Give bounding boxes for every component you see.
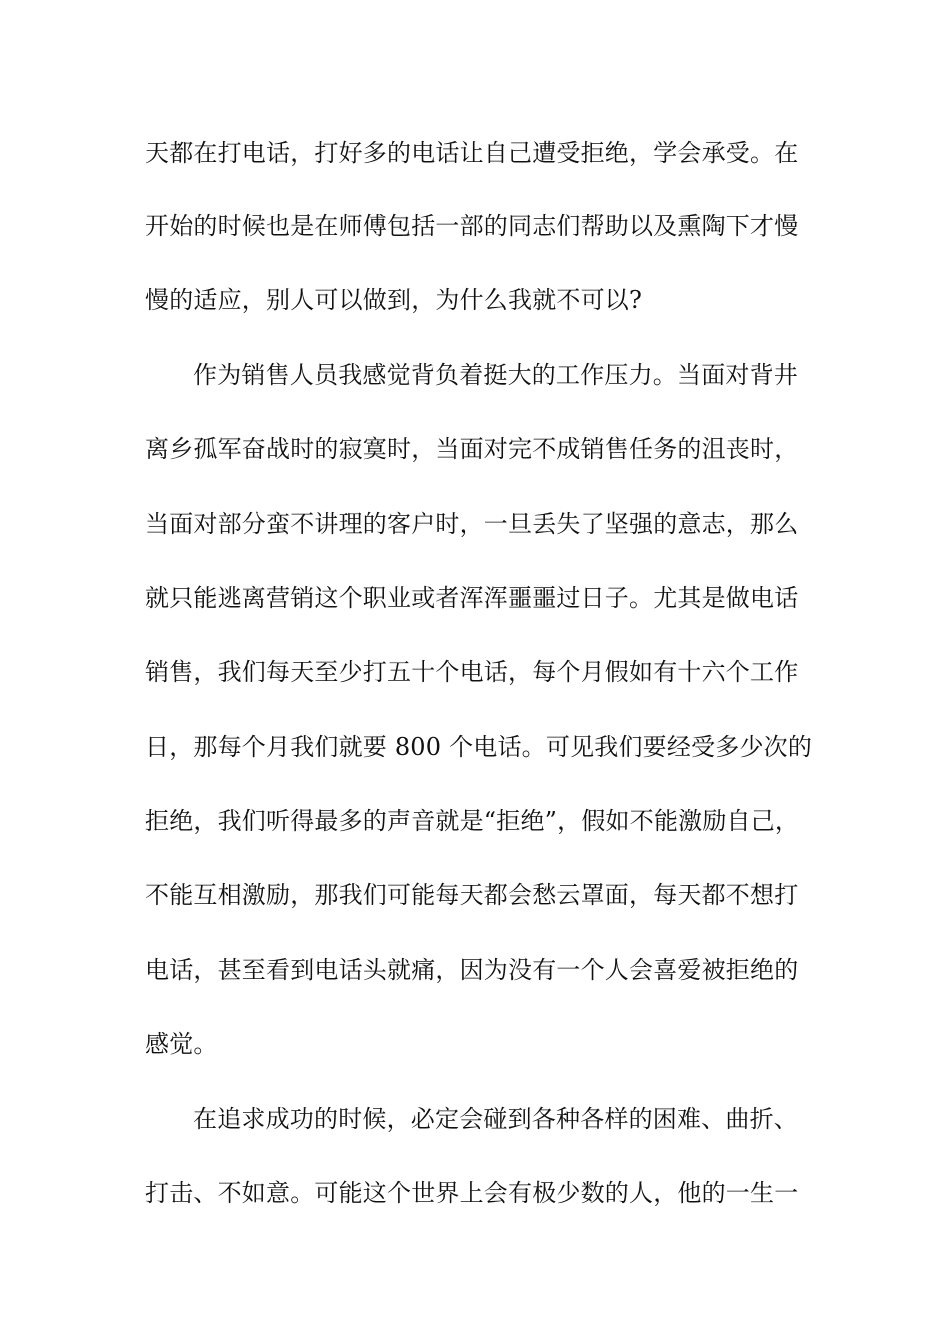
text-line: 打击、不如意。可能这个世界上会有极少数的人，他的一生一	[145, 1179, 799, 1207]
paragraph-start-line: 作为销售人员我感觉背负着挺大的工作压力。当面对背井	[193, 361, 798, 389]
text-line: 就只能逃离营销这个职业或者浑浑噩噩过日子。尤其是做电话	[145, 584, 799, 612]
text-line: 慢的适应，别人可以做到，为什么我就不可以?	[145, 286, 643, 314]
text-line: 天都在打电话，打好多的电话让自己遭受拒绝，学会承受。在	[145, 139, 799, 167]
paragraph-start-line: 在追求成功的时候，必定会碰到各种各样的困难、曲折、	[193, 1105, 798, 1133]
text-line: 感觉。	[145, 1030, 218, 1058]
text-line: 离乡孤军奋战时的寂寞时，当面对完不成销售任务的沮丧时，	[145, 435, 799, 463]
text-line: 拒绝，我们听得最多的声音就是“拒绝”，假如不能激励自己，	[145, 807, 800, 835]
text-line: 不能互相激励，那我们可能每天都会愁云罩面，每天都不想打	[145, 881, 799, 909]
text-line: 日，那每个月我们就要 800 个电话。可见我们要经受多少次的	[145, 733, 813, 761]
text-line: 当面对部分蛮不讲理的客户时，一旦丢失了坚强的意志，那么	[145, 510, 799, 538]
text-line: 电话，甚至看到电话头就痛，因为没有一个人会喜爱被拒绝的	[145, 956, 799, 984]
text-line: 销售，我们每天至少打五十个电话，每个月假如有十六个工作	[145, 658, 799, 686]
text-line: 开始的时候也是在师傅包括一部的同志们帮助以及熏陶下才慢	[145, 212, 799, 240]
